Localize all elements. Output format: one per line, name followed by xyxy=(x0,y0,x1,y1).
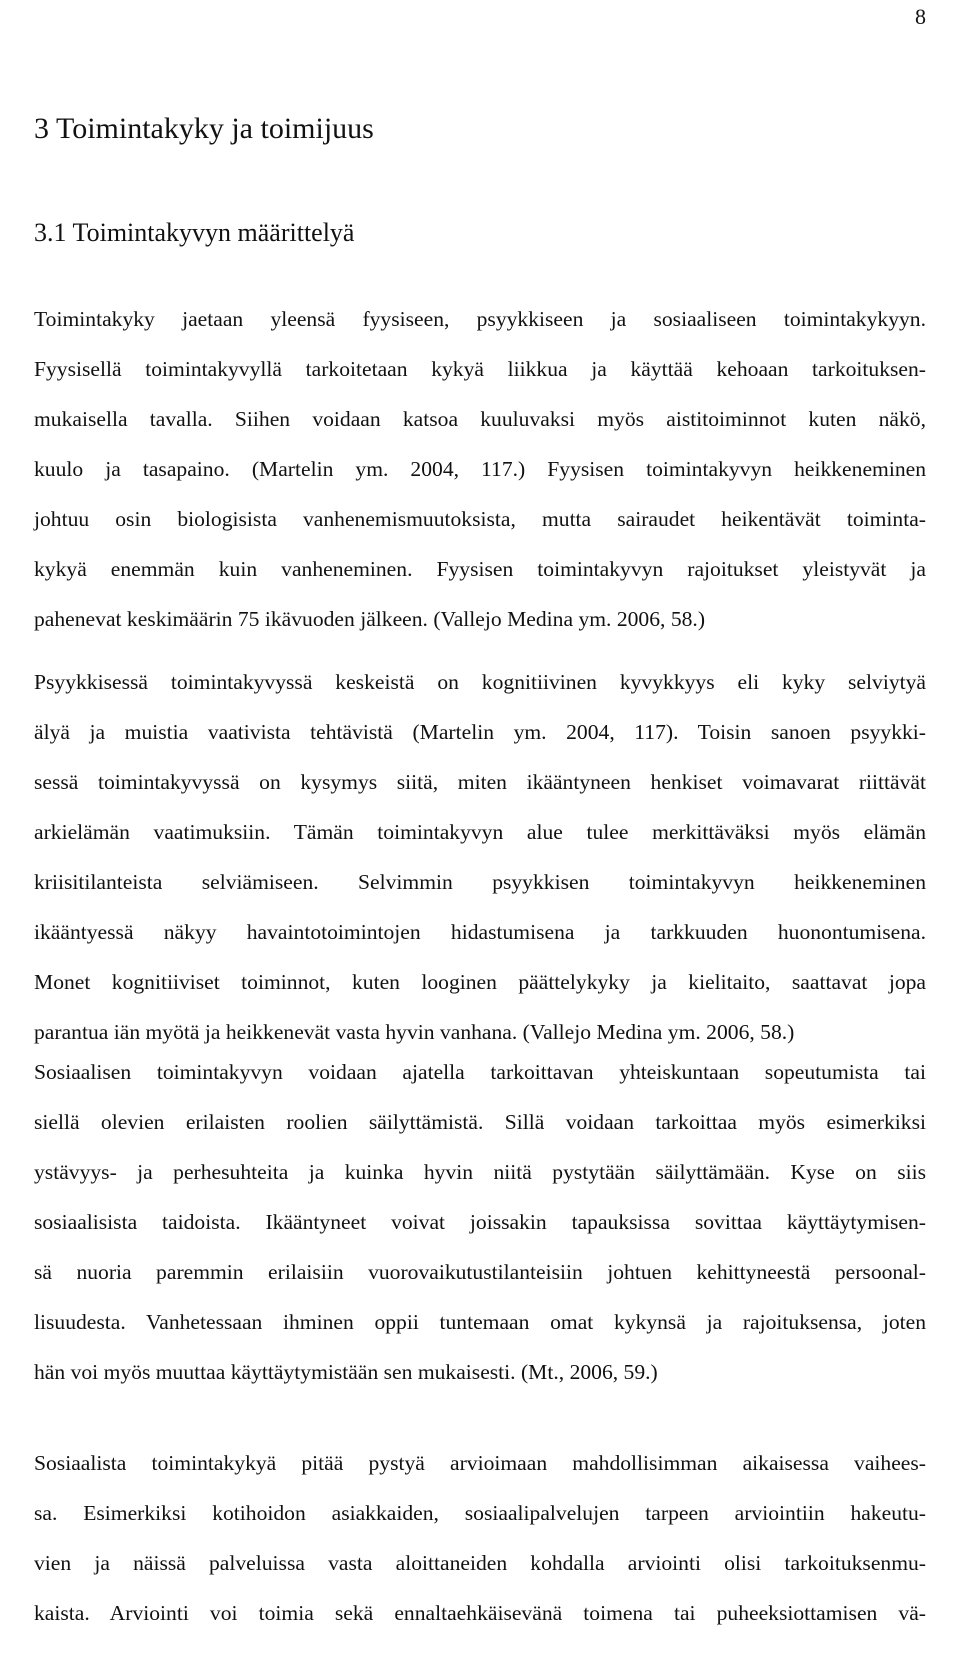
text-line: Sosiaalisen toimintakyvyn voidaan ajatella tarkoittavan yhteiskuntaan sopeutumista tai xyxy=(34,1060,926,1084)
text-line: Sosiaalista toimintakykyä pitää pystyä arvioimaan mahdollisimman aikaisessa vaihees- xyxy=(34,1451,926,1475)
page-number: 8 xyxy=(915,4,926,29)
text-line: sä nuoria paremmin erilaisiin vuorovaikutustilanteisiin johtuen kehittyneestä persoonal- xyxy=(34,1260,926,1284)
text-line: älyä ja muistia vaativista tehtävistä (Martelin ym. 2004, 117). Toisin sanoen psyykki- xyxy=(34,720,926,744)
text-line: sessä toimintakyvyssä on kysymys siitä, miten ikääntyneen henkiset voimavarat riittävät xyxy=(34,770,926,794)
paragraph-psychological-functioning xyxy=(34,657,926,1057)
text-line: ikääntyessä näkyy havaintotoimintojen hidastumisena ja tarkkuuden huonontumisena. xyxy=(34,920,926,944)
text-line: lisuudesta. Vanhetessaan ihminen oppii tuntemaan omat kykynsä ja rajoituksensa, joten xyxy=(34,1310,926,1334)
paragraph-social-functioning xyxy=(34,1047,926,1397)
text-line: kaista. Arviointi voi toimia sekä ennaltaehkäisevänä toimena tai puheeksiottamisen vä- xyxy=(34,1601,926,1625)
text-line: mukaisella tavalla. Siihen voidaan katsoa kuuluvaksi myös aistitoiminnot kuten näkö, xyxy=(34,407,926,431)
text-line: hän voi myös muuttaa käyttäytymistään sen mukaisesti. (Mt., 2006, 59.) xyxy=(34,1360,658,1384)
paragraph-physical-functioning xyxy=(34,294,926,644)
text-line: sosiaalisista taidoista. Ikääntyneet voivat joissakin tapauksissa sovittaa käyttäytymisen- xyxy=(34,1210,926,1234)
text-line: siellä olevien erilaisten roolien säilyttämistä. Sillä voidaan tarkoittaa myös esimerkiksi xyxy=(34,1110,926,1134)
text-line: Fyysisellä toimintakyvyllä tarkoitetaan kykyä liikkua ja käyttää kehoaan tarkoituksen- xyxy=(34,357,926,381)
text-line: kriisitilanteista selviämiseen. Selvimmin psyykkisen toimintakyvyn heikkeneminen xyxy=(34,870,926,894)
text-line: Psyykkisessä toimintakyvyssä keskeistä on kognitiivinen kyvykkyys eli kyky selviytyä xyxy=(34,670,926,694)
text-line: kykyä enemmän kuin vanheneminen. Fyysisen toimintakyvyn rajoitukset yleistyvät ja xyxy=(34,557,926,581)
text-line: arkielämän vaatimuksiin. Tämän toimintakyvyn alue tulee merkittäväksi myös elämän xyxy=(34,820,926,844)
text-line: Monet kognitiiviset toiminnot, kuten looginen päättelykyky ja kielitaito, saattavat jopa xyxy=(34,970,926,994)
text-line: Toimintakyky jaetaan yleensä fyysiseen, psyykkiseen ja sosiaaliseen toimintakykyyn. xyxy=(34,307,926,331)
section-heading: 3.1 Toimintakyvyn määrittelyä xyxy=(34,218,355,247)
text-line: johtuu osin biologisista vanhenemismuutoksista, mutta sairaudet heikentävät toiminta- xyxy=(34,507,926,531)
text-line: sa. Esimerkiksi kotihoidon asiakkaiden, sosiaalipalvelujen tarpeen arviointiin hakeutu- xyxy=(34,1501,926,1525)
text-line: pahenevat keskimäärin 75 ikävuoden jälkeen. (Vallejo Medina ym. 2006, 58.) xyxy=(34,607,706,631)
text-line: parantua iän myötä ja heikkenevät vasta hyvin vanhana. (Vallejo Medina ym. 2006, 58.) xyxy=(34,1020,795,1044)
chapter-heading: 3 Toimintakyky ja toimijuus xyxy=(34,112,374,145)
text-line: ystävyys- ja perhesuhteita ja kuinka hyvin niitä pystytään säilyttämään. Kyse on siis xyxy=(34,1160,926,1184)
text-line: vien ja näissä palveluissa vasta aloittaneiden kohdalla arviointi olisi tarkoituksenmu- xyxy=(34,1551,926,1575)
paragraph-social-assessment xyxy=(34,1438,926,1638)
text-line: kuulo ja tasapaino. (Martelin ym. 2004, 117.) Fyysisen toimintakyvyn heikkeneminen xyxy=(34,457,926,481)
